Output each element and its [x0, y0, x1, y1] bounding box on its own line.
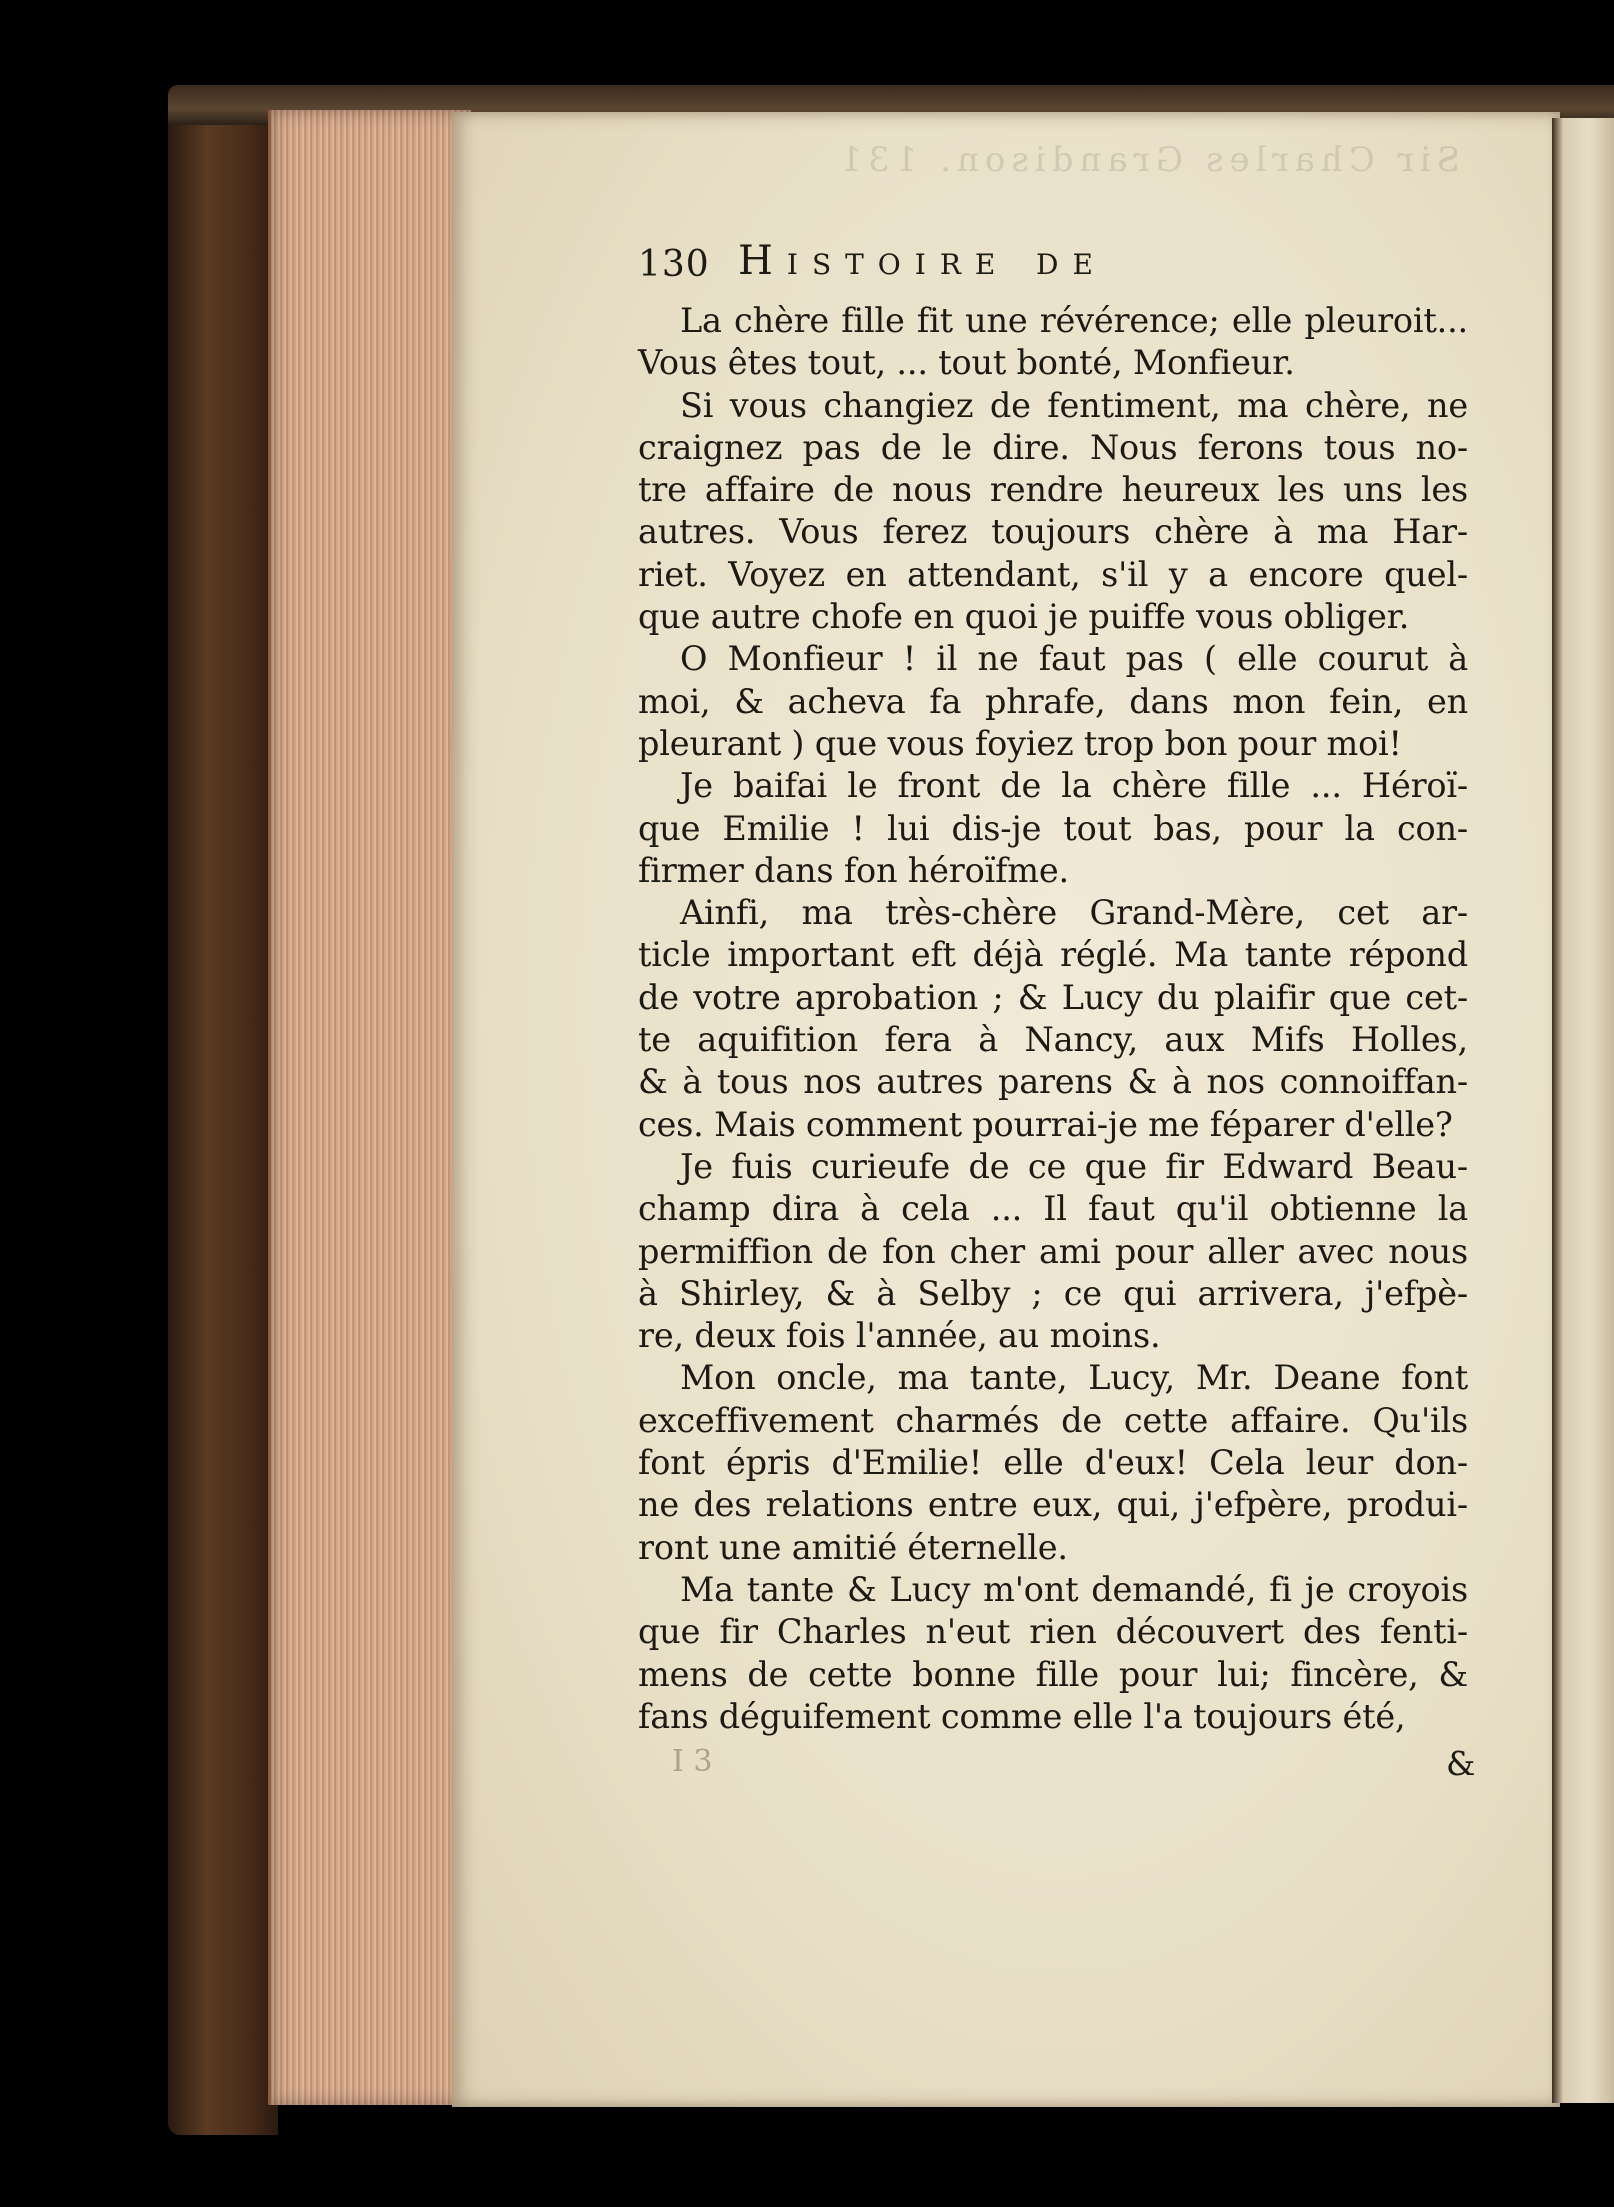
text-line: de votre aprobation ; & Lucy du plaifir que cet-: [638, 977, 1468, 1017]
text-line: firmer dans fon héroïfme.: [638, 850, 1069, 890]
text-line: ne des relations entre eux, qui, j'efpère, produi-: [638, 1485, 1468, 1525]
text-line: La chère fille fit une révérence; elle pleuroit...: [680, 301, 1468, 340]
facing-page-edge: [1552, 118, 1614, 2103]
bleed-through-text: Sir Charles Grandison. 131: [834, 140, 1460, 180]
text-line: que fir Charles n'eut rien découvert des fenti-: [638, 1612, 1468, 1652]
text-line: riet. Voyez en attendant, s'il y a encore quel-: [638, 554, 1468, 594]
text-line: font épris d'Emilie! elle d'eux! Cela leur don-: [638, 1443, 1468, 1483]
text-line: ront une amitié éternelle.: [638, 1527, 1068, 1567]
text-line: pleurant ) que vous foyiez trop bon pour moi!: [638, 723, 1402, 763]
text-line: Je baifai le front de la chère fille ... Héroï-: [680, 766, 1468, 806]
text-line: Ma tante & Lucy m'ont demandé, fi je croyois: [680, 1569, 1468, 1609]
running-title: Histoire de: [738, 238, 1107, 284]
text-line: exceffivement charmés de cette affaire. Qu'ils: [638, 1400, 1468, 1440]
text-line: te aquifition fera à Nancy, aux Mifs Holles,: [638, 1020, 1468, 1060]
text-line: Mon oncle, ma tante, Lucy, Mr. Deane font: [680, 1358, 1468, 1398]
text-line: re, deux fois l'année, au moins.: [638, 1316, 1161, 1356]
text-line: Si vous changiez de fentiment, ma chère, ne: [680, 385, 1468, 425]
text-line: ticle important eft déjà réglé. Ma tante répond: [638, 935, 1468, 975]
text-line: que autre chofe en quoi je puiffe vous obliger.: [638, 597, 1410, 637]
text-line: autres. Vous ferez toujours chère à ma Har-: [638, 512, 1468, 552]
text-line: & à tous nos autres parens & à nos connoiffan-: [638, 1062, 1468, 1102]
text-line: Ainfi, ma très-chère Grand-Mère, cet ar-: [680, 893, 1468, 933]
text-line: moi, & acheva fa phrafe, dans mon fein, en: [638, 681, 1468, 721]
text-line: tre affaire de nous rendre heureux les uns les: [638, 470, 1468, 510]
text-line: O Monfieur ! il ne faut pas ( elle courut à: [680, 639, 1468, 679]
book-cover-leather: [168, 85, 278, 2135]
text-line: Vous êtes tout, ... tout bonté, Monfieur.: [638, 343, 1295, 383]
text-line: fans déguifement comme elle l'a toujours été,: [638, 1696, 1406, 1736]
page-edges: [268, 110, 471, 2105]
text-line: Je fuis curieufe de ce que fir Edward Beau-: [680, 1146, 1468, 1186]
signature-mark: I 3: [672, 1744, 713, 1779]
text-line: à Shirley, & à Selby ; ce qui arrivera, j'efpè-: [638, 1273, 1468, 1313]
text-line: ces. Mais comment pourrai-je me féparer d'elle?: [638, 1104, 1453, 1144]
text-line: permiffion de fon cher ami pour aller avec nous: [638, 1231, 1468, 1271]
text-line: champ dira à cela ... Il faut qu'il obtienne la: [638, 1189, 1468, 1229]
text-line: que Emilie ! lui dis-je tout bas, pour la con-: [638, 808, 1468, 848]
text-line: craignez pas de le dire. Nous ferons tous no-: [638, 427, 1468, 467]
text-line: mens de cette bonne fille pour lui; fincère, &: [638, 1654, 1468, 1694]
catchword: &: [1446, 1744, 1476, 1783]
page-number: 130: [638, 244, 710, 285]
page-header: [638, 238, 1398, 298]
body-text: [638, 300, 1468, 1738]
